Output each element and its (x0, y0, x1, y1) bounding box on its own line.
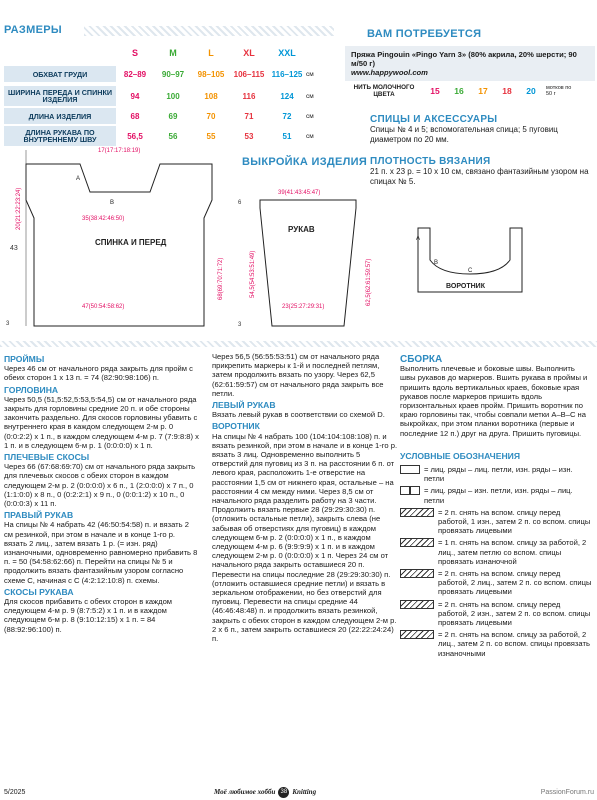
needs-box (345, 46, 595, 81)
section-text: На спицы № 4 набрать 100 (104:104:108:108) п. и вязать резинкой, при этом в начале и в конце 1-го р. вязать 3 лиц. Одновременно выполнить 5 отверстий для пуговиц из 3 п. на расстоянии 6 п. от левого края, расположить 1-е отверстие на расстоянии 1,5 см от нижнего края, остальные – на расстоянии 4 см между ними. Через 8,5 см от начального ряда разделить работу на 3 части. Продолжить вязать первые 28 (29:29:30:30) п. (отложить остальные петли), закрыть слева (не забывая об отверстиях для пуговиц) в каждом следующем 6-м р. 2 (0:0:0:0) x 1 п., в каждом следующем 4-м р. 6 (9:9:9:9) x 1 п. и в каждом следующем 2-м р. 0 (0:0:0:0) x 1 п. Через 24 см от начального ряда закрыть оставшиеся 20 п. Перевести на спицы последние 28 (29:29:30:30) п. (отложить оставшиеся средние петли) и вязать в зеркальном отображении, но без отверстий для пуговиц. Перевести на спицы средние 44 (46:46:48:48) п. и продолжить вязать резинкой, закрыть с обеих сторон в каждом следующем 2-м р. 2 x 6 п., затем закрыть оставшиеся 20 (22:22:24:24) п. (212, 431, 398, 644)
cable-symbol-icon (400, 569, 434, 578)
size-value: 56,5 (127, 131, 143, 141)
size-value: 72 (282, 111, 292, 121)
body-mid-dim: 35(38:42:46:50) (82, 216, 125, 222)
body-point-a: A (76, 176, 81, 182)
size-value: 69 (168, 111, 178, 121)
section-heading: ЛЕВЫЙ РУКАВ (212, 400, 276, 411)
yarn-count: 15 (430, 86, 440, 96)
collar-label: ВОРОТНИК (446, 283, 485, 290)
legend-item (400, 465, 592, 483)
section-text: Через 66 (67:68:69:70) см от начального ряда закрыть для плечевых скосов с обеих сторон в каждом следующем 2-м р. 2 (0:0:0:0) x 6 п., 1 (2:0:0:0) x 7 п., 0 (1:1:0:0) x 8 п., 0 (0:2:2:1) x 9 п., 0 (0:0:1:2) x 10 п., 0 (0:0:0:3) x 11 п. (4, 462, 196, 509)
legend-text: = лиц. ряды – лиц. петли, изн. ряды – изн. петли (424, 465, 573, 484)
body-label: СПИНКА И ПЕРЕД (95, 238, 167, 247)
size-value: 68 (130, 111, 140, 121)
size-value: 56 (168, 131, 178, 141)
legend-item (400, 508, 592, 536)
size-value: 70 (206, 111, 216, 121)
instructions-col1 (4, 352, 200, 634)
size-row-width (4, 86, 326, 106)
size-xxl: XXL (278, 48, 296, 58)
size-row-label: ДЛИНА РУКАВА ПО ВНУТРЕННЕМУ ШВУ (4, 126, 116, 146)
legend-text: = 1 п. снять на вспом. спицу за работой, 2 лиц., затем петлю со вспом. спицы провязать изнаночной (438, 538, 587, 566)
sleeve-top-side: 6 (238, 200, 242, 206)
sleeve-left-dim: 54,5(54:53:51:49) (250, 250, 256, 298)
sleeve-right-dim: 62,5(62:61:59:57) (366, 258, 372, 306)
needles-text: Спицы № 4 и 5; вспомогательная спица; 5 пуговиц диаметром по 20 мм. (370, 125, 558, 144)
section-heading: СБОРКА (400, 354, 443, 365)
size-value: 53 (244, 131, 254, 141)
count-unit: мотков по 50 г (546, 85, 572, 97)
size-unit: см (306, 92, 314, 100)
size-value: 100 (166, 91, 180, 101)
size-unit: см (306, 112, 314, 120)
legend-text: = 2 п. снять на вспом. спицу за работой, 2 лиц., затем 2 п. со вспом. спицы провязать изнаночными (438, 630, 590, 658)
sleeve-bottom-dim: 23(25:27:29:31) (282, 304, 325, 310)
size-value: 55 (206, 131, 216, 141)
sizes-header-row (116, 44, 326, 62)
density-text: 21 п. x 23 р. = 10 x 10 см, связано фантазийным узором на спицах № 5. (370, 167, 589, 186)
size-value: 124 (280, 91, 294, 101)
size-row-label: ДЛИНА ИЗДЕЛИЯ (4, 108, 116, 124)
yarn-text: Пряжа Pingouin «Pingo Yarn 3» (80% акрила, 20% шерсти; 90 м/50 г) (351, 50, 577, 68)
section-text: Вязать левый рукав в соответствии со схемой D. (212, 410, 385, 420)
body-bottom-side: 3 (6, 321, 10, 327)
needles-heading: СПИЦЫ И АКСЕССУАРЫ (370, 114, 498, 125)
legend-item (400, 600, 592, 628)
yarn-site: www.happywool.com (351, 68, 428, 77)
legend-text: = 2 п. снять на вспом. спицу перед работой, 2 лиц., затем 2 п. со вспом. спицы провязать лицевыми (438, 569, 592, 597)
sizes-section (4, 20, 334, 38)
size-value: 71 (244, 111, 254, 121)
collar-point-c: C (468, 268, 473, 274)
collar-point-a: A (416, 236, 421, 242)
size-value: 51 (282, 131, 292, 141)
size-value: 98–105 (197, 69, 225, 79)
legend-text: = 2 п. снять на вспом. спицу перед работой, 2 изн., затем 2 п. со вспом. спицы провязать лицевыми (438, 599, 591, 628)
instructions-col3 (400, 352, 592, 661)
page-number: 38 (278, 787, 289, 798)
collar-schematic (410, 222, 530, 302)
size-row-length (4, 108, 326, 124)
legend-item (400, 569, 592, 597)
legend-item (400, 630, 592, 658)
size-row-chest (4, 66, 326, 82)
cable-symbol-icon (400, 630, 434, 639)
body-side-left: 20(21:22:23:24) (16, 187, 22, 230)
needs-section (345, 28, 595, 98)
size-m: M (169, 48, 177, 58)
size-value: 90–97 (161, 69, 185, 79)
section-text: Выполнить плечевые и боковые швы. Выполнить швы рукавов до маркеров. Вшить рукава в проймы и пришить вдоль вертикальных краев, боковые края рукавов после маркеров пришить вдоль горизонтальных краев пройм. Пришить воротник по краю горловины так, чтобы совпали метки А–В–С на выкройках, при этом планки воротника (первые и последние 12 п.) друг на друга. Пришить пуговицы. (400, 364, 588, 438)
section-text: Через 46 см от начального ряда закрыть для пройм с обеих сторон 1 x 13 п. = 74 (82:90:98:106) п. (4, 364, 193, 383)
size-l: L (208, 48, 214, 58)
color-label: НИТЬ МОЛОЧНОГО ЦВЕТА (353, 84, 415, 98)
body-side-right: 68(69:70:71:72) (218, 257, 224, 300)
body-top-dim: 17(17:17:18:19) (98, 148, 141, 154)
section-heading: ГОРЛОВИНА (4, 384, 59, 395)
size-s: S (131, 48, 138, 58)
legend-item (400, 486, 592, 504)
section-text: Для скосов прибавить с обеих сторон в каждом следующем 4-м р. 9 (8:7:5:2) x 1 п. и в каждом следующем 6-м р. 8 (9:10:12:15) x 1 п. = 84 (88:92:96:100) п. (4, 597, 173, 634)
section-text: Через 50,5 (51,5:52,5:53,5:54,5) см от начального ряда закрыть для горловины средние 20 п. и обе стороны закончить раздельно. Для скосов горловины убавить с внутреннего края в каждом следующем 2-м р. 0 (0:0:2:2) x 1 п., в каждом следующем 4-м р. 7 (7:9:8:8) x 1 п. и в следующем 6-м р. 1 (0:0:0:0) x 1 п. (4, 394, 199, 450)
size-value: 94 (130, 91, 140, 101)
size-row-label: ШИРИНА ПЕРЕДА И СПИНКИ ИЗДЕЛИЯ (4, 86, 116, 106)
size-unit: см (306, 132, 314, 140)
body-schematic (0, 140, 240, 340)
size-value: 106–115 (233, 69, 265, 79)
sleeve-schematic (238, 180, 378, 340)
size-unit: см (306, 70, 314, 78)
yarn-count: 17 (478, 86, 488, 96)
brand-name: Knitting (292, 788, 317, 796)
footer (4, 786, 594, 798)
size-value: 82–89 (123, 69, 147, 79)
section-heading: ПЛЕЧЕВЫЕ СКОСЫ (4, 452, 90, 463)
density-heading: ПЛОТНОСТЬ ВЯЗАНИЯ (370, 156, 491, 167)
purl-symbol-icon (400, 486, 420, 495)
legend-text: = 2 п. снять на вспом. спицу перед работой, 1 изн., затем 2 п. со вспом. спицы провязать лицевыми (438, 507, 591, 536)
sleeve-top-dim: 39(41:43:45:47) (278, 190, 321, 196)
size-row-label: ОБХВАТ ГРУДИ (4, 66, 116, 82)
body-point-b: B (110, 200, 115, 206)
section-text: На спицы № 4 набрать 42 (46:50:54:58) п. и вязать 2 см резинкой, при этом в начале и в конце 1-го р. вязать 2 лиц., затем вязать 1 р. (= изн. ряд) изнаночными, одновременно равномерно прибавить 8 п. = 50 (54:58:62:66) п. Перейти на спицы № 5 и продолжить вязать фантазийным узором согласно схеме С, начиная с С (4:2:12:10:8) п. схемы. (4, 520, 198, 585)
section-heading: СКОСЫ РУКАВА (4, 586, 74, 597)
size-xl: XL (243, 48, 255, 58)
size-value: 116–125 (271, 69, 303, 79)
yarn-count: 20 (526, 86, 536, 96)
knit-symbol-icon (400, 465, 420, 474)
yarn-count: 16 (454, 86, 464, 96)
yarn-count: 18 (502, 86, 512, 96)
size-value: 116 (242, 91, 256, 101)
magazine-title: Моё любимое хобби (214, 788, 276, 796)
size-value: 108 (204, 91, 218, 101)
legend-text: = лиц. ряды – изн. петли, изн. ряды – лиц. петли (424, 486, 573, 505)
collar-point-b: B (434, 260, 439, 266)
cable-symbol-icon (400, 538, 434, 547)
needs-heading: ВАМ ПОТРЕБУЕТСЯ (367, 28, 482, 40)
body-bottom-dim: 47(50:54:58:62) (82, 304, 125, 310)
issue-number: 5/2025 (4, 788, 26, 796)
divider (0, 341, 597, 347)
body-height: 43 (10, 245, 18, 252)
legend-item (400, 538, 592, 566)
pattern-heading: ВЫКРОЙКА ИЗДЕЛИЯ (242, 156, 368, 168)
section-heading: ВОРОТНИК (212, 421, 260, 432)
section-heading: ПРАВЫЙ РУКАВ (4, 510, 74, 521)
sleeve-label: РУКАВ (288, 225, 315, 234)
section-text: Через 56,5 (56:55:53:51) см от начального ряда прикрепить маркеры к 1-й и последней петлям, затем продолжить вязать по узору. Через 62,5 (62:61:59:57) см от начального ряда закрыть все петли. (212, 352, 384, 398)
instructions-col2 (212, 352, 398, 643)
sleeve-bottom-side: 3 (238, 322, 242, 328)
needles-section (370, 114, 592, 186)
cable-symbol-icon (400, 508, 434, 517)
yarn-count-row (345, 84, 595, 98)
section-heading: ПРОЙМЫ (4, 354, 45, 364)
forum-watermark: PassionForum.ru (540, 788, 594, 796)
sizes-heading: РАЗМЕРЫ (4, 24, 68, 36)
legend-heading: УСЛОВНЫЕ ОБОЗНАЧЕНИЯ (400, 450, 521, 461)
cable-symbol-icon (400, 600, 434, 609)
